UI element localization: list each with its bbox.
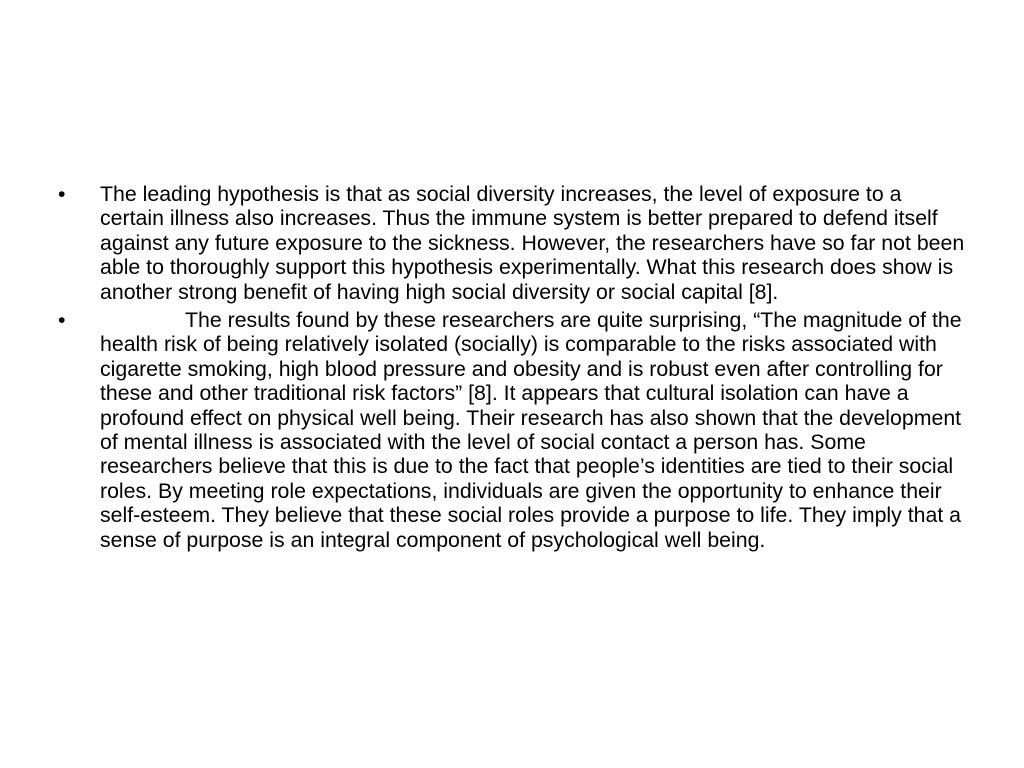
- bullet-icon: •: [58, 182, 66, 206]
- bullet-list: [58, 182, 970, 556]
- bullet-text-1: The leading hypothesis is that as social diversity increases, the level of exposure to a certain illness also increases. Thus the immune system is better prepared to defend itself against any future exposure to the sickness. However, the researchers have so far not been able to thoroughly support this hypothesis experimentally. What this research does show is another strong benefit of having high social diversity or social capital [8].: [100, 182, 965, 304]
- bullet-item-1: [58, 182, 970, 304]
- bullet-item-2: [58, 308, 970, 552]
- bullet-text-2: The results found by these researchers are quite surprising, “The magnitude of the health risk of being relatively isolated (socially) is comparable to the risks associated with cigarette smoking, high blood pressure and obesity and is robust even after controlling for these and other traditional risk factors” [8]. It appears that cultural isolation can have a profound effect on physical well being. Their research has also shown that the development of mental illness is associated with the level of social contact a person has. Some researchers believe that this is due to the fact that people’s identities are tied to their social roles. By meeting role expectations, individuals are given the opportunity to enhance their self-esteem. They believe that these social roles provide a purpose to life. They imply that a sense of purpose is an integral component of psychological well being.: [100, 308, 962, 552]
- bullet-icon: •: [58, 308, 66, 333]
